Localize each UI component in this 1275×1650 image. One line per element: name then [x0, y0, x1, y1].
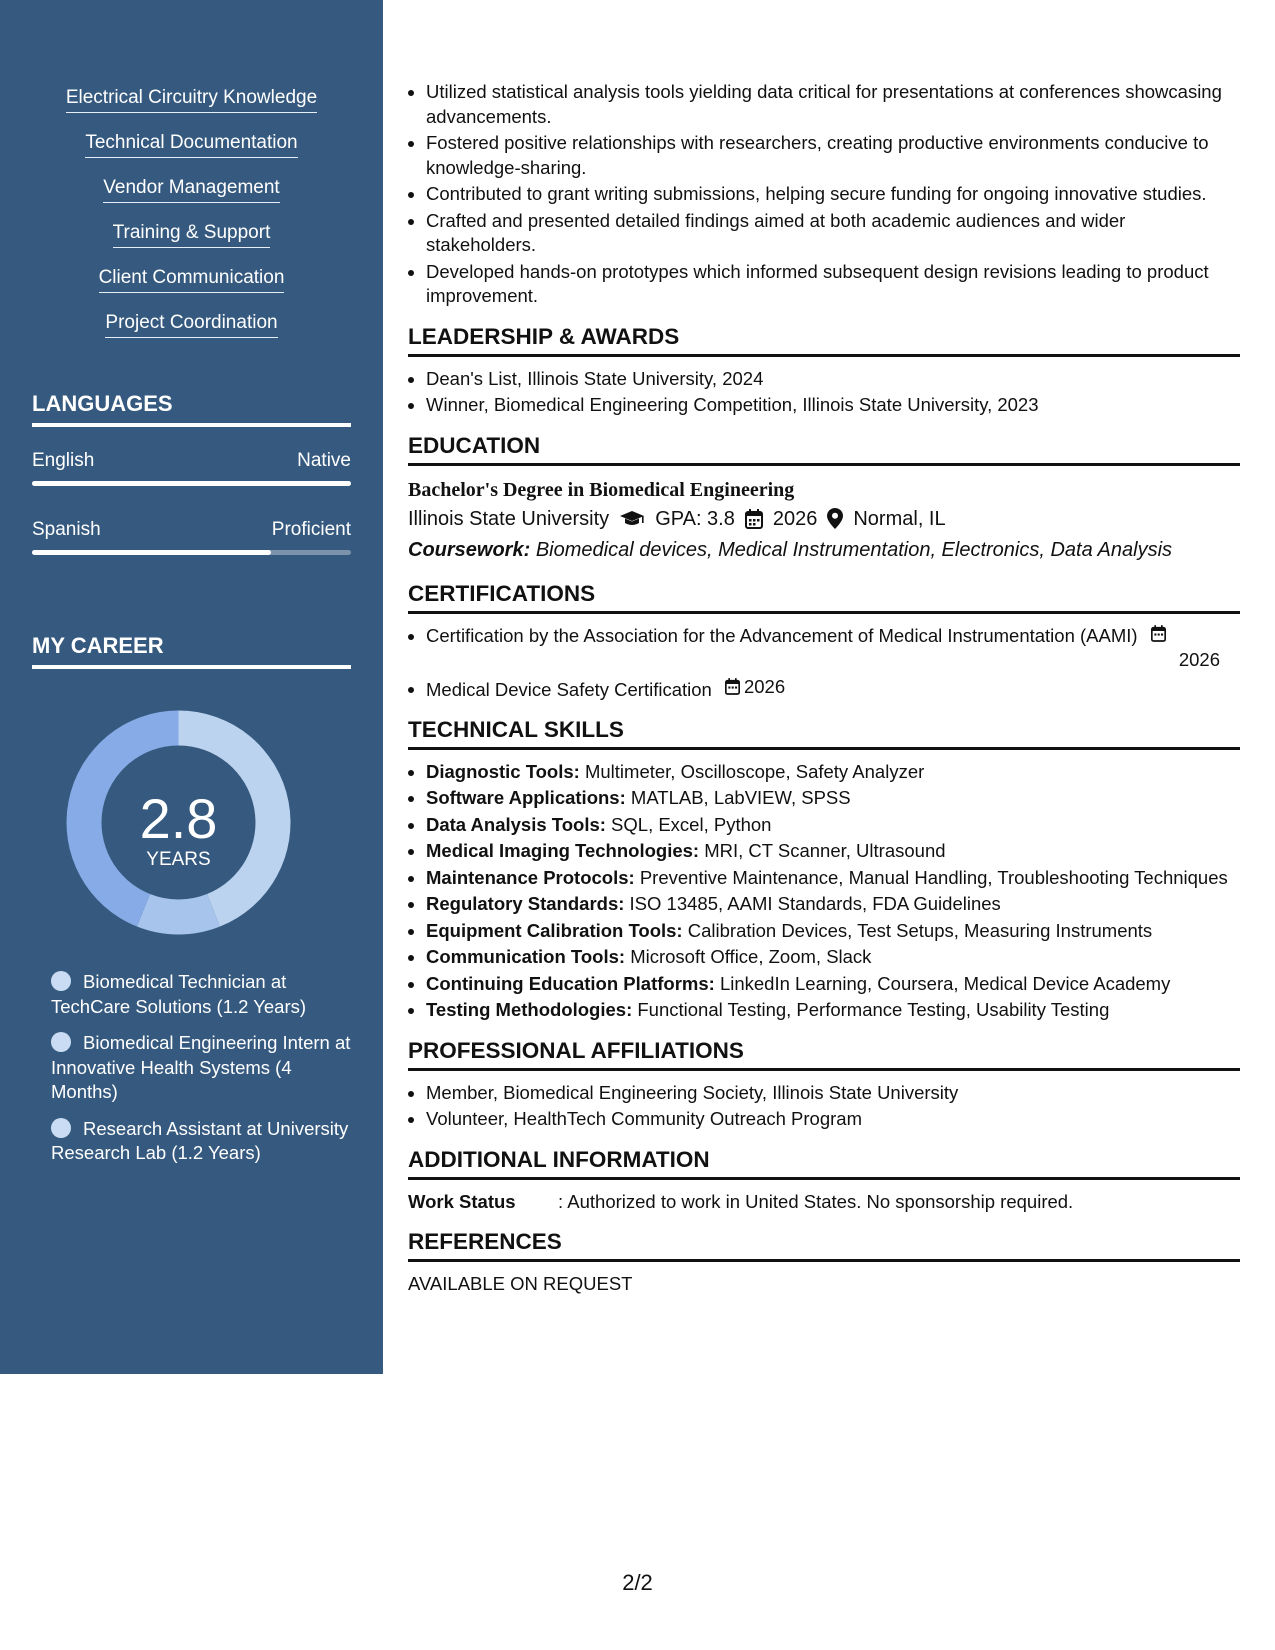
career-unit: YEARS	[146, 849, 211, 870]
education-details	[408, 504, 1240, 534]
list-item: • Volunteer, HealthTech Community Outreach Program	[426, 1107, 1240, 1132]
school-location: Normal, IL	[853, 507, 946, 530]
list-item: • Developed hands-on prototypes which informed subsequent design revisions leading to product improvement.	[426, 260, 1240, 309]
language-bar	[32, 550, 351, 555]
list-item: • Equipment Calibration Tools: Calibration Devices, Test Setups, Measuring Instruments	[426, 919, 1240, 944]
list-item: • Regulatory Standards: ISO 13485, AAMI Standards, FDA Guidelines	[426, 892, 1240, 917]
list-item: • Member, Biomedical Engineering Society, Illinois State University	[426, 1081, 1240, 1106]
coursework-label: Coursework:	[408, 538, 531, 561]
list-item: • Continuing Education Platforms: LinkedIn Learning, Coursera, Medical Device Academy	[426, 972, 1240, 997]
list-item: • Software Applications: MATLAB, LabVIEW, SPSS	[426, 786, 1240, 811]
degree-title: Bachelor's Degree in Biomedical Engineering	[408, 478, 795, 501]
experience-bullets	[408, 80, 1240, 309]
work-status-label: Work Status	[408, 1190, 516, 1212]
coursework-value: Biomedical devices, Medical Instrumentation, Electronics, Data Analysis	[535, 538, 1173, 561]
language-bar-fill	[32, 550, 271, 555]
list-item: • Data Analysis Tools: SQL, Excel, Python	[426, 813, 1240, 838]
language-level: Proficient	[271, 519, 351, 540]
bullet-dot-icon	[51, 1118, 71, 1138]
list-item: • Maintenance Protocols: Preventive Maintenance, Manual Handling, Troubleshooting Techniques	[426, 866, 1240, 891]
skill-item: Vendor Management	[0, 176, 383, 221]
calendar-icon	[725, 678, 740, 695]
list-item: • Fostered positive relationships with researchers, creating productive environments conducive to knowledge-sharing.	[426, 131, 1240, 180]
language-bar	[32, 481, 351, 486]
certification-name: Certification by the Association for the Advancement of Medical Instrumentation (AAMI)	[426, 624, 1138, 646]
language-level: Native	[297, 450, 351, 471]
affiliations-list	[408, 1081, 1240, 1132]
list-item: • Dean's List, Illinois State University, 2024	[426, 367, 1240, 392]
skill-item: Training & Support	[0, 221, 383, 266]
list-item: • Communication Tools: Microsoft Office, Zoom, Slack	[426, 945, 1240, 970]
certification-name: Medical Device Safety Certification	[426, 678, 712, 700]
career-item: Biomedical Engineering Intern at Innovative Health Systems (4 Months)	[51, 1032, 351, 1102]
work-status	[408, 1190, 1240, 1215]
list-item	[426, 624, 1240, 673]
references-text: AVAILABLE ON REQUEST	[408, 1273, 633, 1295]
languages-title: LANGUAGES	[32, 391, 351, 427]
page-number: 2/2	[622, 1570, 653, 1595]
section-title-additional: ADDITIONAL INFORMATION	[408, 1146, 1240, 1180]
location-pin-icon	[827, 508, 843, 529]
list-item: • Testing Methodologies: Functional Testing, Performance Testing, Usability Testing	[426, 998, 1240, 1023]
school-name: Illinois State University	[408, 507, 610, 530]
graduation-year: 2026	[772, 507, 818, 530]
list-item: • Crafted and presented detailed findings aimed at both academic audiences and wider stakeholders.	[426, 209, 1240, 258]
list-item: • Medical Imaging Technologies: MRI, CT Scanner, Ultrasound	[426, 839, 1240, 864]
graduation-cap-icon	[619, 510, 645, 528]
certification-year: 2026	[1178, 649, 1220, 670]
coursework	[408, 534, 1240, 566]
sidebar	[0, 0, 383, 1374]
section-title-technical-skills: TECHNICAL SKILLS	[408, 716, 1240, 750]
skill-item: Client Communication	[0, 266, 383, 311]
skill-item: Electrical Circuitry Knowledge	[0, 86, 383, 131]
list-item	[426, 675, 1240, 702]
technical-skills-list	[408, 760, 1240, 1023]
career-title: MY CAREER	[32, 633, 351, 669]
language-name: English	[32, 450, 95, 471]
language-name: Spanish	[32, 519, 101, 540]
calendar-icon	[1151, 625, 1166, 642]
main-content	[408, 80, 1240, 1297]
section-title-education: EDUCATION	[408, 432, 1240, 466]
list-item: • Diagnostic Tools: Multimeter, Oscilloscope, Safety Analyzer	[426, 760, 1240, 785]
list-item: • Utilized statistical analysis tools yielding data critical for presentations at conferences showcasing advancements.	[426, 80, 1240, 129]
work-status-value: : Authorized to work in United States. No sponsorship required.	[558, 1190, 1074, 1212]
bullet-dot-icon	[51, 1032, 71, 1052]
career-total: 2.8	[139, 787, 218, 850]
certifications-list	[408, 624, 1240, 702]
section-title-references: REFERENCES	[408, 1228, 1240, 1262]
career-donut	[66, 710, 291, 935]
language-bar-fill	[32, 481, 351, 486]
bullet-dot-icon	[51, 971, 71, 991]
leadership-list	[408, 367, 1240, 418]
career-list	[51, 970, 351, 1178]
gpa: GPA: 3.8	[655, 507, 735, 530]
section-title-leadership: LEADERSHIP & AWARDS	[408, 323, 1240, 357]
certification-year: 2026	[743, 675, 786, 697]
skills-list	[0, 86, 383, 356]
skill-item: Technical Documentation	[0, 131, 383, 176]
section-title-affiliations: PROFESSIONAL AFFILIATIONS	[408, 1037, 1240, 1071]
calendar-icon	[745, 509, 763, 529]
list-item: • Winner, Biomedical Engineering Competition, Illinois State University, 2023	[426, 393, 1240, 418]
career-item: Research Assistant at University Research Lab (1.2 Years)	[51, 1117, 349, 1163]
skill-item: Project Coordination	[0, 311, 383, 356]
donut-segment	[137, 894, 220, 934]
section-title-certifications: CERTIFICATIONS	[408, 580, 1240, 614]
career-item: Biomedical Technician at TechCare Solutions (1.2 Years)	[51, 971, 307, 1017]
list-item: • Contributed to grant writing submissions, helping secure funding for ongoing innovative studies.	[426, 182, 1240, 207]
